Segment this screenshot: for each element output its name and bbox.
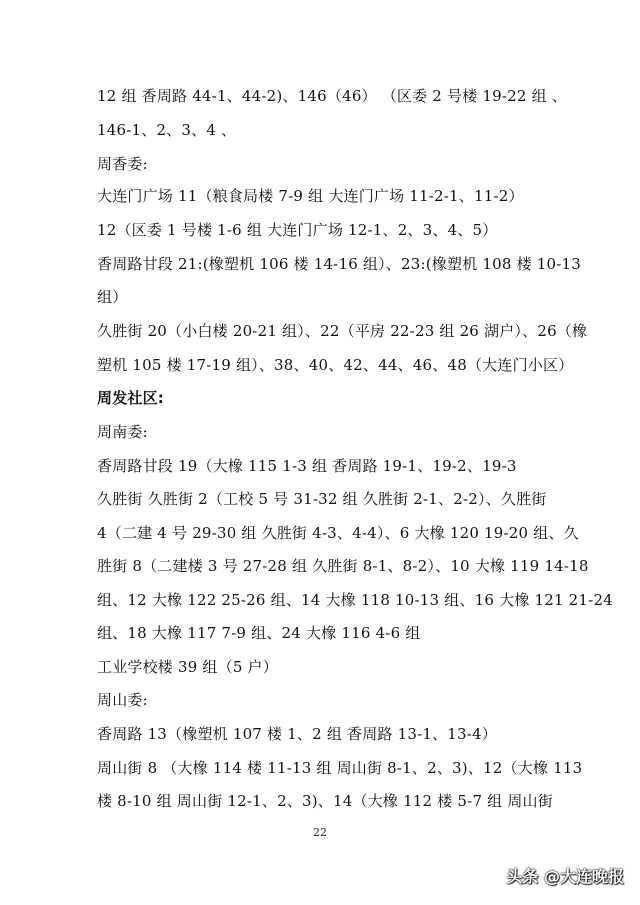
text-line: 塑机 105 楼 17-19 组）、38、40、42、44、46、48（大连门小区）	[97, 356, 574, 374]
section-heading-zhoufa-community: 周发社区:	[97, 389, 164, 407]
text-line: 工业学校楼 39 组（5 户）	[97, 658, 278, 676]
text-line: 12（区委 1 号楼 1-6 组 大连门广场 12-1、2、3、4、5）	[97, 221, 498, 239]
text-line: 香周路甘段 21:(橡塑机 106 楼 14-16 组）、23:(橡塑机 108 楼 10-13	[97, 255, 581, 273]
text-line: 146-1、2、3、4 、	[97, 121, 237, 139]
section-heading-zhounan: 周南委:	[97, 423, 148, 441]
text-line: 周山街 8 （大橡 114 楼 11-13 组 周山街 8-1、2、3)、12（大橡 113	[97, 759, 583, 777]
text-line: 4（二建 4 号 29-30 组 久胜街 4-3、4-4）、6 大橡 120 19-20 组、久	[97, 524, 579, 542]
text-line: 组）	[97, 288, 128, 306]
text-line: 胜街 8（二建楼 3 号 27-28 组 久胜街 8-1、8-2）、10 大橡 119 14-18	[97, 557, 589, 575]
text-line: 久胜街 20（小白楼 20-21 组）、22（平房 22-23 组 26 湖户）、26（橡	[97, 322, 588, 340]
text-line: 组、12 大橡 122 25-26 组、14 大橡 118 10-13 组、16 大橡 121 21-24	[97, 591, 613, 609]
text-line: 大连门广场 11（粮食局楼 7-9 组 大连门广场 11-2-1、11-2）	[97, 187, 524, 205]
text-line: 组、18 大橡 117 7-9 组、24 大橡 116 4-6 组	[97, 624, 421, 642]
text-line: 香周路甘段 19（大橡 115 1-3 组 香周路 19-1、19-2、19-3	[97, 457, 517, 475]
watermark: 头条 @大连晚报	[506, 867, 624, 886]
text-line: 香周路 13（橡塑机 107 楼 1、2 组 香周路 13-1、13-4）	[97, 725, 497, 743]
page-number: 22	[313, 826, 327, 839]
section-heading-zhouxiang: 周香委:	[97, 155, 148, 173]
text-line: 12 组 香周路 44-1、44-2)、146（46） （区委 2 号楼 19-22 组 、	[97, 87, 567, 105]
text-line: 楼 8-10 组 周山街 12-1、2、3)、14（大橡 112 楼 5-7 组 周山街	[97, 792, 553, 810]
section-heading-zhoushan: 周山委:	[97, 691, 148, 709]
text-line: 久胜街 久胜街 2（工校 5 号 31-32 组 久胜街 2-1、2-2）、久胜街	[97, 490, 547, 508]
